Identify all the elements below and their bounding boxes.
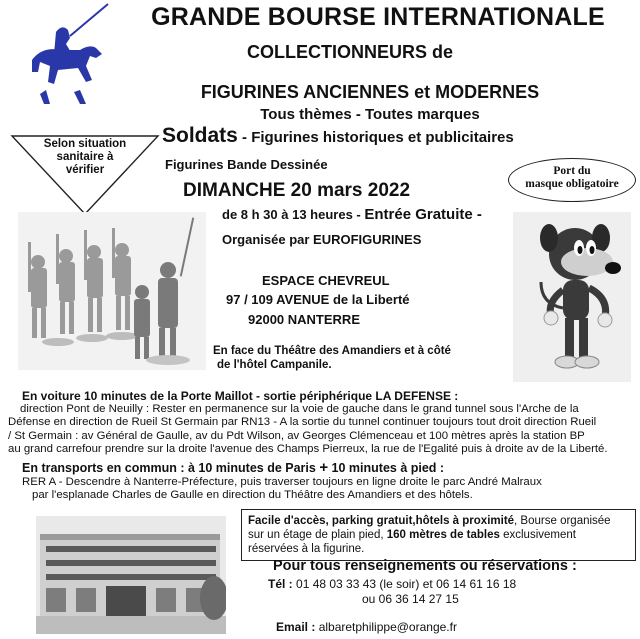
access-line-2 [248, 528, 629, 542]
figures-line: FIGURINES ANCIENNES et MODERNES [200, 82, 540, 102]
toy-soldiers-photo [18, 212, 206, 370]
access-bold-2: 160 mètres de tables [386, 529, 500, 541]
email-address[interactable]: albaretphilippe@orange.fr [318, 620, 457, 634]
venue-landmark-line-2: de l'hôtel Campanile. [217, 359, 332, 371]
phone-numbers: 01 48 03 33 43 (le soir) et 06 14 61 16 18 [296, 577, 517, 591]
car-directions-line-1: direction Pont de Neuilly : Rester en permanence sur la voie de gauche dans le grand tunnel sous l'Arche de la [20, 403, 579, 415]
transit-heading-a: En transports en commun : à 10 minutes de Paris [22, 461, 320, 475]
contact-email-line [276, 620, 457, 634]
transit-text [22, 476, 542, 503]
car-directions-line-2: Défense en direction de Rueil St Germain par RN13 - A la sortie du tunnel continuer toujours tout droit direction Rueil [8, 416, 597, 429]
dog-figurine-icon [513, 212, 631, 382]
access-bold-1: Facile d'accès, parking gratuit,hôtels à proximité [248, 515, 515, 527]
email-label: Email : [276, 620, 319, 634]
access-text-3: exclusivement [499, 529, 576, 541]
sanitary-line-3: vérifier [65, 164, 105, 176]
sanitary-line-2: sanitaire à [56, 151, 114, 163]
event-hours: de 8 h 30 à 13 heures - [222, 207, 365, 222]
contact-phone-line [268, 577, 516, 591]
contact-heading: Pour tous renseignements ou réservations : [273, 558, 577, 574]
venue-landmark [213, 344, 451, 372]
knight-logo [26, 2, 112, 110]
mask-line-1: Port du [553, 165, 591, 177]
access-line-3: réservées à la figurine. [248, 543, 365, 555]
venue-landmark-line-1: En face du Théâtre des Amandiers et à côté [213, 345, 451, 357]
access-info-box [241, 509, 636, 561]
event-date: DIMANCHE 20 mars 2022 [183, 180, 411, 201]
page-title: GRANDE BOURSE INTERNATIONALE [151, 3, 605, 31]
collectors-line: COLLECTIONNEURS de [246, 42, 453, 62]
sanitary-line-1: Selon situation [43, 138, 127, 150]
access-line-1 [248, 514, 629, 528]
mask-line-2: masque obligatoire [525, 178, 619, 190]
soldats-description: - Figurines historiques et publicitaires [237, 129, 514, 146]
venue-street: 97 / 109 AVENUE de la Liberté [226, 292, 410, 307]
event-organizer: Organisée par EUROFIGURINES [222, 232, 422, 247]
access-text-1: , Bourse organisée [514, 515, 611, 527]
car-directions-line-3: / St Germain : av Général de Gaulle, av du Pdt Wilson, av Georges Clémenceau et 100 mètres après la station BP [8, 429, 585, 442]
transit-heading-plus: + [319, 459, 329, 476]
toy-soldiers-icon [18, 212, 206, 370]
building-icon [36, 516, 226, 634]
sanitary-notice [10, 128, 160, 216]
event-hours-line [222, 206, 482, 224]
transit-line-2: par l'esplanade Charles de Gaulle en direction du Théâtre des Amandiers et des hôtels. [32, 489, 473, 502]
bd-line: Figurines Bande Dessinée [165, 157, 328, 172]
dog-figurine-photo [513, 212, 631, 382]
venue-city: 92000 NANTERRE [248, 312, 360, 327]
transit-line-1: RER A - Descendre à Nanterre-Préfecture, puis traverser toujours en ligne droite le parc André Malraux [22, 476, 542, 488]
mask-notice [508, 158, 636, 202]
transit-heading-b: 10 minutes à pied : [328, 461, 445, 475]
access-text-2: sur un étage de plain pied, [248, 529, 387, 541]
soldats-label: Soldats [162, 124, 238, 147]
car-directions-line-4: au grand carrefour prendre sur la droite l'avenue des Champs Pierreux, la rue de l'Egalité puis à droite av de la Liberté. [8, 443, 608, 456]
building-photo [36, 516, 226, 634]
transit-heading [22, 459, 444, 476]
contact-phone-alt: ou 06 36 14 27 15 [362, 592, 459, 606]
knight-on-horse-icon [26, 2, 112, 110]
soldats-line [162, 124, 514, 148]
car-directions-text [8, 403, 636, 457]
event-entry: Entrée Gratuite - [364, 206, 482, 223]
themes-line: Tous thèmes - Toutes marques [260, 106, 480, 123]
venue-name: ESPACE CHEVREUL [262, 273, 390, 288]
car-directions-heading: En voiture 10 minutes de la Porte Maillot - sortie périphérique LA DEFENSE : [22, 389, 459, 403]
phone-label: Tél : [268, 577, 297, 591]
